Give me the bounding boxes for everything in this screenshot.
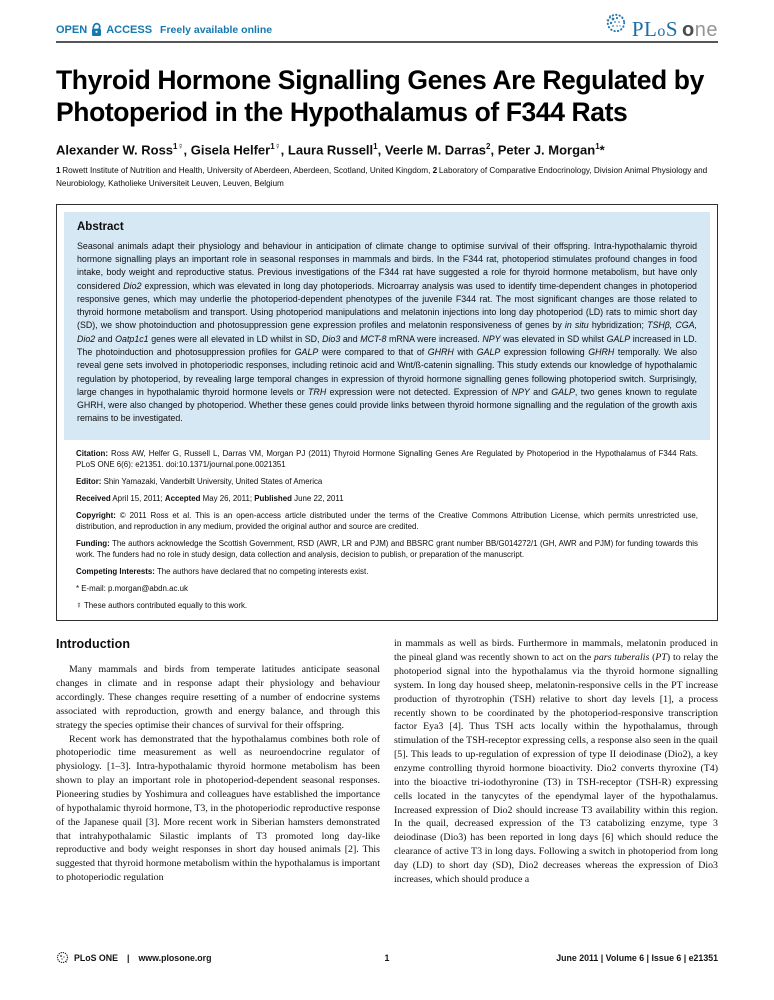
article-metadata xyxy=(64,440,710,614)
dates-note: Received April 15, 2011; Accepted May 26, 2011; Published June 22, 2011 xyxy=(76,493,344,503)
affiliations: 1 Rowett Institute of Nutrition and Health, University of Aberdeen, Aberdeen, Scotland, United Kingdom, 2 Laboratory of Comparative Endocrinology, Division Animal Physiology and Neurobiology, Katholieke Universiteit Leuven, Leuven, Belgium xyxy=(56,166,708,189)
introduction-paragraph-2: Recent work has demonstrated that the hypothalamus combines both role of photoperiodic time measurement as well as neuroendocrine regulator of physiology. [1–3]. Intra-hypothalamic thyroid hormone metabolism has been shown to play an important role in photoperiod-dependent seasonal responses. Pioneering studies by Yoshimura and colleagues have established the importance of hypothalamic thyroid hormone, T3, in the photoperiodic reproductive response of the Japanese quail [3]. More recent work in Siberian hamsters demonstrated that intrahypothalamic Silastic implants of T3 promoted long day-like reproductive and body weight responses in short day housed animals [2]. This suggested that thyroid hormone metabolism within the hypothalamus is important to photoperiodic regulation xyxy=(56,733,380,884)
header xyxy=(0,0,774,41)
introduction-heading: Introduction xyxy=(56,637,131,652)
equal-contribution-note: ☿ These authors contributed equally to this work. xyxy=(76,601,248,611)
footer-journal-name: PLoS ONE xyxy=(74,952,118,963)
editor-note: Editor: Shin Yamazaki, Vanderbilt University, United States of America xyxy=(76,476,323,486)
abstract-metadata-box xyxy=(56,204,718,621)
right-column xyxy=(394,637,718,886)
introduction-paragraph-3: in mammals as well as birds. Furthermore in mammals, melatonin produced in the pineal gland was recently shown to act on the pars tuberalis (PT) to relay the photoperiod signal into the hypothalamus via the thyroid hormone signalling system. In long day housed sheep, melatonin-responsive cells in the PT increase production of thyrotrophin (TSH) relative to short day levels [1], a process recently shown to be coordinated by the photoperiod-responsive transcription factor Eya3 [4]. Thus TSH acts locally within the hypothalamus, through stimulation of the TSH-receptor expressing cells, a response also seen in the quail [5]. This leads to up-regulation of expression of type II deiodinase (Dio2), a key enzyme controlling thyroid hormone bioactivity. Dio2 converts thyroxine (T4) into the bioactive tri-iodothyronine (T3) in TSH-receptor (TSH-R) expressing cells located in the tanycytes of the ependymal layer of the hypothalamus. Increased expression of Dio2 should increase T3 availability within this region. In the quail, decreased expression of the T3 catabolizing enzyme, type 3 deiodinase (Dio3) has been reported in long days [6] which should reduce the clearance of active T3 in long days. Following a switch in photoperiod from long day (LD) to short day (SD), Dio2 decreases whereas the expression of Dio3 increases, which should produce a xyxy=(394,638,718,885)
abstract-text: Seasonal animals adapt their physiology and behaviour in anticipation of climate change to optimise survival of their offspring. Intra-hypothalamic thyroid hormone signalling plays an important role in seasonal responses in mammals and birds. In the F344 rat, photoperiod stimulates profound changes in food intake, body weight and reproductive status. Previous investigations of the F344 rat have suggested a role for thyroid hormone metabolism, but have only considered Dio2 expression, which was elevated in long day photoperiods. Microarray analysis was used to identify time-dependent changes in photoperiod responsive genes, which may underlie the photoperiod-dependent phenotypes of the juvenile F344 rat. The most significant changes are those related to thyroid hormone metabolism and transport. Using photoperiod manipulations and melatonin injections into long day photoperiod (LD) rats to mimic short day (SD), we show photoinduction and photosuppression gene expression profiles and melatonin responsiveness of genes by in situ hybridization; TSHβ, CGA, Dio2 and Oatp1c1 genes were all elevated in LD whilst in SD, Dio3 and MCT-8 mRNA were increased. NPY was elevated in SD whilst GALP increased in LD. The photoinduction and photosuppression profiles for GALP were compared to that of GHRH with GALP expression following GHRH temporally. We also reveal gene sets involved in photoperiodic responses, including retinoic acid and Wnt/ß-catenin signalling. This study extends our knowledge of hypothalamic regulation by photoperiod, by revealing large temporal changes in expression of thyroid hormone signalling genes following photoperiod switch. Surprisingly, large changes in hypothalamic thyroid hormone levels or TRH expression were not detected. Expression of NPY and GALP, two genes known to regulate GHRH, were also changed by photoperiod. Whether these genes could provide links between thyroid hormone signalling and the regulation of the growth axis remains to be investigated. xyxy=(77,240,698,424)
left-column xyxy=(56,637,380,886)
funding-note: Funding: The authors acknowledge the Scottish Government, RSD (AWR, LR and PJM) and BBSRC grant number BB/G014272/1 (GH, AWR and PJM) for funding towards this work. The funders had no role in study design, data collection and analysis, decision to publish, or preparation of the manuscript. xyxy=(76,538,698,560)
abstract-panel xyxy=(64,212,710,440)
page-number: 1 xyxy=(384,952,390,963)
copyright-note: Copyright: © 2011 Ross et al. This is an open-access article distributed under the terms of the Creative Commons Attribution License, which permits unrestricted use, distribution, and reproduction in any medium, provided the original author and source are credited. xyxy=(76,510,698,531)
plos-one-logo xyxy=(604,10,718,41)
plos-wordmark: PLoS xyxy=(631,17,679,41)
one-wordmark: one xyxy=(682,19,718,41)
footer-separator: | xyxy=(127,952,130,963)
header-rule xyxy=(56,41,718,43)
open-access-access-label: ACCESS xyxy=(106,23,153,36)
body-columns xyxy=(56,637,718,886)
open-access-banner xyxy=(56,22,272,41)
freely-available-label: Freely available online xyxy=(160,23,273,36)
page-title: Thyroid Hormone Signalling Genes Are Regulated by Photoperiod in the Hypothalamus of F344 Rats xyxy=(56,65,704,128)
footer-issue-info: June 2011 | Volume 6 | Issue 6 | e21351 xyxy=(556,952,718,963)
open-access-open-label: OPEN xyxy=(56,23,88,36)
footer-url[interactable]: www.plosone.org xyxy=(138,952,212,963)
plos-sphere-icon xyxy=(604,10,628,34)
citation-note: Citation: Ross AW, Helfer G, Russell L, Darras VM, Morgan PJ (2011) Thyroid Hormone Signalling Genes Are Regulated by Photoperiod in the Hypothalamus of F344 Rats. PLoS ONE 6(6): e21351. doi:10.1371/journal.pone.0021351 xyxy=(76,448,698,469)
page-footer xyxy=(56,951,718,964)
competing-interests-note: Competing Interests: The authors have declared that no competing interests exist. xyxy=(76,567,369,577)
abstract-heading: Abstract xyxy=(77,220,124,233)
open-lock-icon xyxy=(90,22,103,37)
email-link[interactable]: * E-mail: p.morgan@abdn.ac.uk xyxy=(76,584,188,594)
authors-line: Alexander W. Ross$^{1☿}$, Gisela Helfer$^{1☿}$, Laura Russell$^1$, Veerle M. Darras$^2$, Peter J. Morgan$^1$* xyxy=(56,142,605,158)
introduction-paragraph-1: Many mammals and birds from temperate latitudes anticipate seasonal changes in climate and in response adapt their physiology and behaviour accordingly. These changes require resetting of a number of endocrine systems associated with reproduction, growth and energy balance, and through this strategy the species optimise their chances of survival for their offspring. xyxy=(56,664,380,731)
